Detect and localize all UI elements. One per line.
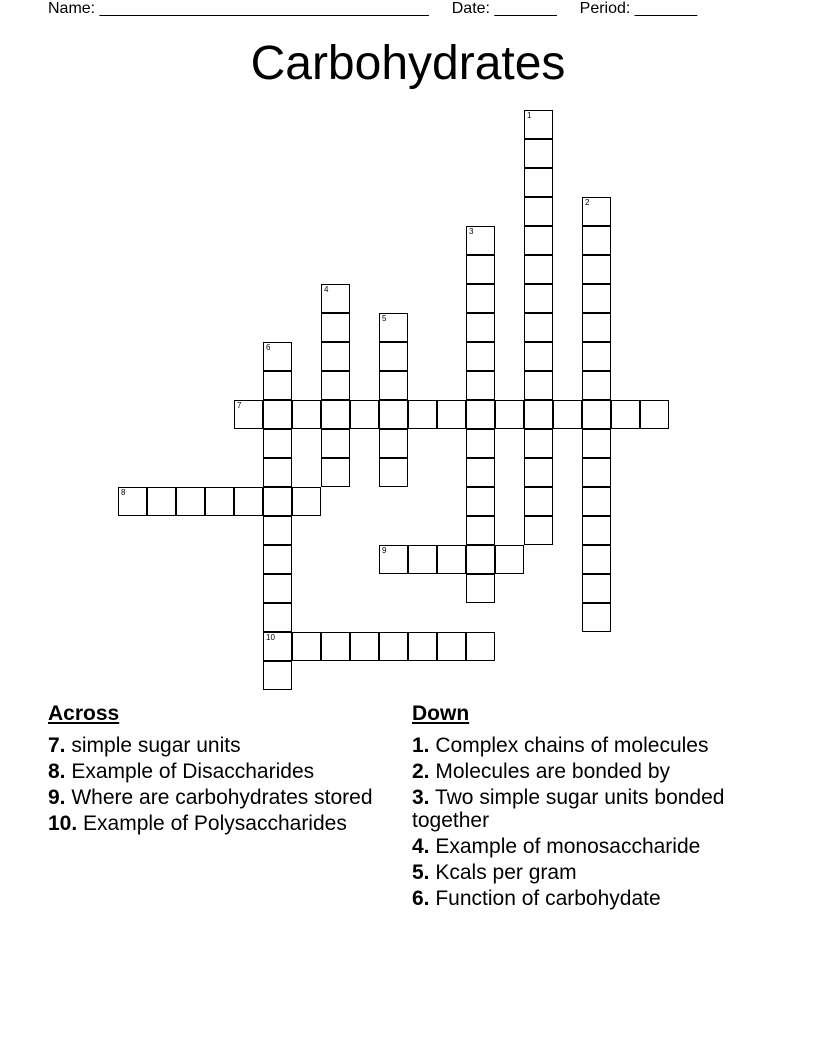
crossword-cell[interactable] (524, 516, 553, 545)
clue-text: Function of carbohydate (429, 887, 661, 910)
crossword-cell[interactable] (524, 400, 553, 429)
crossword-cell[interactable] (582, 487, 611, 516)
crossword-cell[interactable] (263, 487, 292, 516)
down-clue (412, 786, 742, 832)
period-label: Period: (579, 0, 631, 17)
crossword-cell[interactable] (437, 632, 466, 661)
crossword-cell[interactable] (582, 574, 611, 603)
clue-number: 3 (469, 227, 474, 236)
clue-number-label: 7. (48, 734, 66, 757)
clue-number: 1 (527, 111, 532, 120)
crossword-cell[interactable] (350, 632, 379, 661)
crossword-cell[interactable] (466, 226, 495, 255)
across-clue (48, 786, 388, 809)
crossword-cell[interactable] (263, 632, 292, 661)
crossword-cell[interactable] (263, 342, 292, 371)
down-heading: Down (412, 702, 470, 725)
crossword-cell[interactable] (524, 313, 553, 342)
crossword-cell[interactable] (582, 400, 611, 429)
crossword-cell[interactable] (437, 400, 466, 429)
crossword-cell[interactable] (466, 371, 495, 400)
crossword-cell[interactable] (466, 574, 495, 603)
clue-number-label: 8. (48, 760, 66, 783)
crossword-cell[interactable] (466, 632, 495, 661)
crossword-cell[interactable] (466, 313, 495, 342)
crossword-cell[interactable] (466, 458, 495, 487)
crossword-cell[interactable] (379, 371, 408, 400)
crossword-cell[interactable] (379, 429, 408, 458)
crossword-cell[interactable] (611, 400, 640, 429)
crossword-cell[interactable] (321, 371, 350, 400)
crossword-cell[interactable] (234, 400, 263, 429)
crossword-cell[interactable] (321, 313, 350, 342)
across-clue (48, 734, 388, 757)
crossword-cell[interactable] (118, 487, 147, 516)
crossword-cell[interactable] (524, 168, 553, 197)
crossword-cell[interactable] (466, 342, 495, 371)
crossword-cell[interactable] (466, 255, 495, 284)
down-clues (412, 702, 742, 913)
clue-number-label: 3. (412, 786, 430, 809)
clue-number-label: 1. (412, 734, 430, 757)
crossword-cell[interactable] (466, 284, 495, 313)
crossword-cell[interactable] (321, 284, 350, 313)
crossword-cell[interactable] (263, 371, 292, 400)
clue-number: 2 (585, 198, 590, 207)
clue-number: 10 (266, 633, 275, 642)
across-heading: Across (48, 702, 120, 725)
clue-number-label: 5. (412, 861, 430, 884)
crossword-cell[interactable] (466, 429, 495, 458)
clue-number-label: 4. (412, 835, 430, 858)
clue-text: Example of Disaccharides (65, 760, 315, 783)
crossword-cell[interactable] (263, 516, 292, 545)
crossword-cell[interactable] (321, 632, 350, 661)
across-clue (48, 812, 388, 835)
crossword-cell[interactable] (321, 342, 350, 371)
clue-text: Two simple sugar units bonded together (412, 786, 725, 832)
date-label: Date: (451, 0, 490, 17)
period-blank[interactable]: _______ (634, 0, 698, 17)
crossword-cell[interactable] (582, 284, 611, 313)
crossword-cell[interactable] (379, 400, 408, 429)
crossword-cell[interactable] (176, 487, 205, 516)
down-clue (412, 760, 742, 783)
crossword-cell[interactable] (582, 458, 611, 487)
crossword-cell[interactable] (379, 458, 408, 487)
clue-number-label: 2. (412, 760, 430, 783)
crossword-cell[interactable] (408, 545, 437, 574)
crossword-cell[interactable] (582, 545, 611, 574)
clue-number: 6 (266, 343, 271, 352)
crossword-cell[interactable] (524, 139, 553, 168)
crossword-cell[interactable] (321, 429, 350, 458)
crossword-cell[interactable] (466, 545, 495, 574)
crossword-cell[interactable] (582, 313, 611, 342)
crossword-cell[interactable] (205, 487, 234, 516)
crossword-cell[interactable] (524, 429, 553, 458)
crossword-cell[interactable] (350, 400, 379, 429)
crossword-cell[interactable] (524, 255, 553, 284)
crossword-cell[interactable] (640, 400, 669, 429)
crossword-cell[interactable] (263, 429, 292, 458)
name-label: Name: (48, 0, 96, 17)
crossword-cell[interactable] (524, 197, 553, 226)
clue-text: Example of Polysaccharides (77, 812, 347, 835)
crossword-cell[interactable] (147, 487, 176, 516)
clue-text: Complex chains of molecules (429, 734, 709, 757)
clue-number: 9 (382, 546, 387, 555)
crossword-cell[interactable] (263, 545, 292, 574)
page-title: Carbohydrates (250, 37, 566, 90)
crossword-cell[interactable] (466, 400, 495, 429)
crossword-cell[interactable] (582, 516, 611, 545)
crossword-cell[interactable] (263, 574, 292, 603)
crossword-cell[interactable] (234, 487, 263, 516)
clue-text: Where are carbohydrates stored (65, 786, 373, 809)
down-clue (412, 861, 742, 884)
crossword-cell[interactable] (524, 110, 553, 139)
clue-number-label: 10. (48, 812, 78, 835)
crossword-cell[interactable] (379, 632, 408, 661)
crossword-cell[interactable] (437, 545, 466, 574)
crossword-cell[interactable] (292, 400, 321, 429)
crossword-cell[interactable] (263, 661, 292, 690)
clue-text: Example of monosaccharide (429, 835, 701, 858)
crossword-cell[interactable] (263, 458, 292, 487)
crossword-cell[interactable] (582, 603, 611, 632)
crossword-cell[interactable] (408, 400, 437, 429)
down-clue (412, 887, 742, 910)
clue-number: 5 (382, 314, 387, 323)
crossword-cell[interactable] (292, 632, 321, 661)
clue-number: 7 (237, 401, 242, 410)
down-clue (412, 734, 742, 757)
clue-number-label: 9. (48, 786, 66, 809)
clue-text: Molecules are bonded by (429, 760, 671, 783)
name-blank[interactable]: _____________________________________ (99, 0, 429, 17)
date-blank[interactable]: _______ (494, 0, 557, 17)
crossword-cell[interactable] (582, 371, 611, 400)
crossword-cell[interactable] (582, 255, 611, 284)
crossword-cell[interactable] (466, 487, 495, 516)
crossword-cell[interactable] (263, 603, 292, 632)
crossword-cell[interactable] (524, 284, 553, 313)
crossword-cell[interactable] (524, 487, 553, 516)
crossword-cell[interactable] (582, 197, 611, 226)
crossword-cell[interactable] (379, 545, 408, 574)
across-clue (48, 760, 388, 783)
crossword-cell[interactable] (524, 371, 553, 400)
crossword-cell[interactable] (495, 400, 524, 429)
crossword-cell[interactable] (524, 458, 553, 487)
crossword-cell[interactable] (524, 342, 553, 371)
clue-number-label: 6. (412, 887, 430, 910)
crossword-cell[interactable] (379, 313, 408, 342)
crossword-cell[interactable] (553, 400, 582, 429)
crossword-cell[interactable] (321, 458, 350, 487)
crossword-cell[interactable] (379, 342, 408, 371)
crossword-cell[interactable] (321, 400, 350, 429)
crossword-cell[interactable] (582, 429, 611, 458)
crossword-cell[interactable] (524, 226, 553, 255)
crossword-cell[interactable] (495, 545, 524, 574)
clue-text: simple sugar units (65, 734, 241, 757)
crossword-cell[interactable] (263, 400, 292, 429)
crossword-cell[interactable] (408, 632, 437, 661)
clue-number: 4 (324, 285, 329, 294)
crossword-cell[interactable] (582, 342, 611, 371)
crossword-cell[interactable] (292, 487, 321, 516)
across-clues (48, 702, 388, 838)
clue-text: Kcals per gram (429, 861, 577, 884)
crossword-cell[interactable] (466, 516, 495, 545)
down-clue (412, 835, 742, 858)
clue-number: 8 (121, 488, 126, 497)
crossword-cell[interactable] (582, 226, 611, 255)
